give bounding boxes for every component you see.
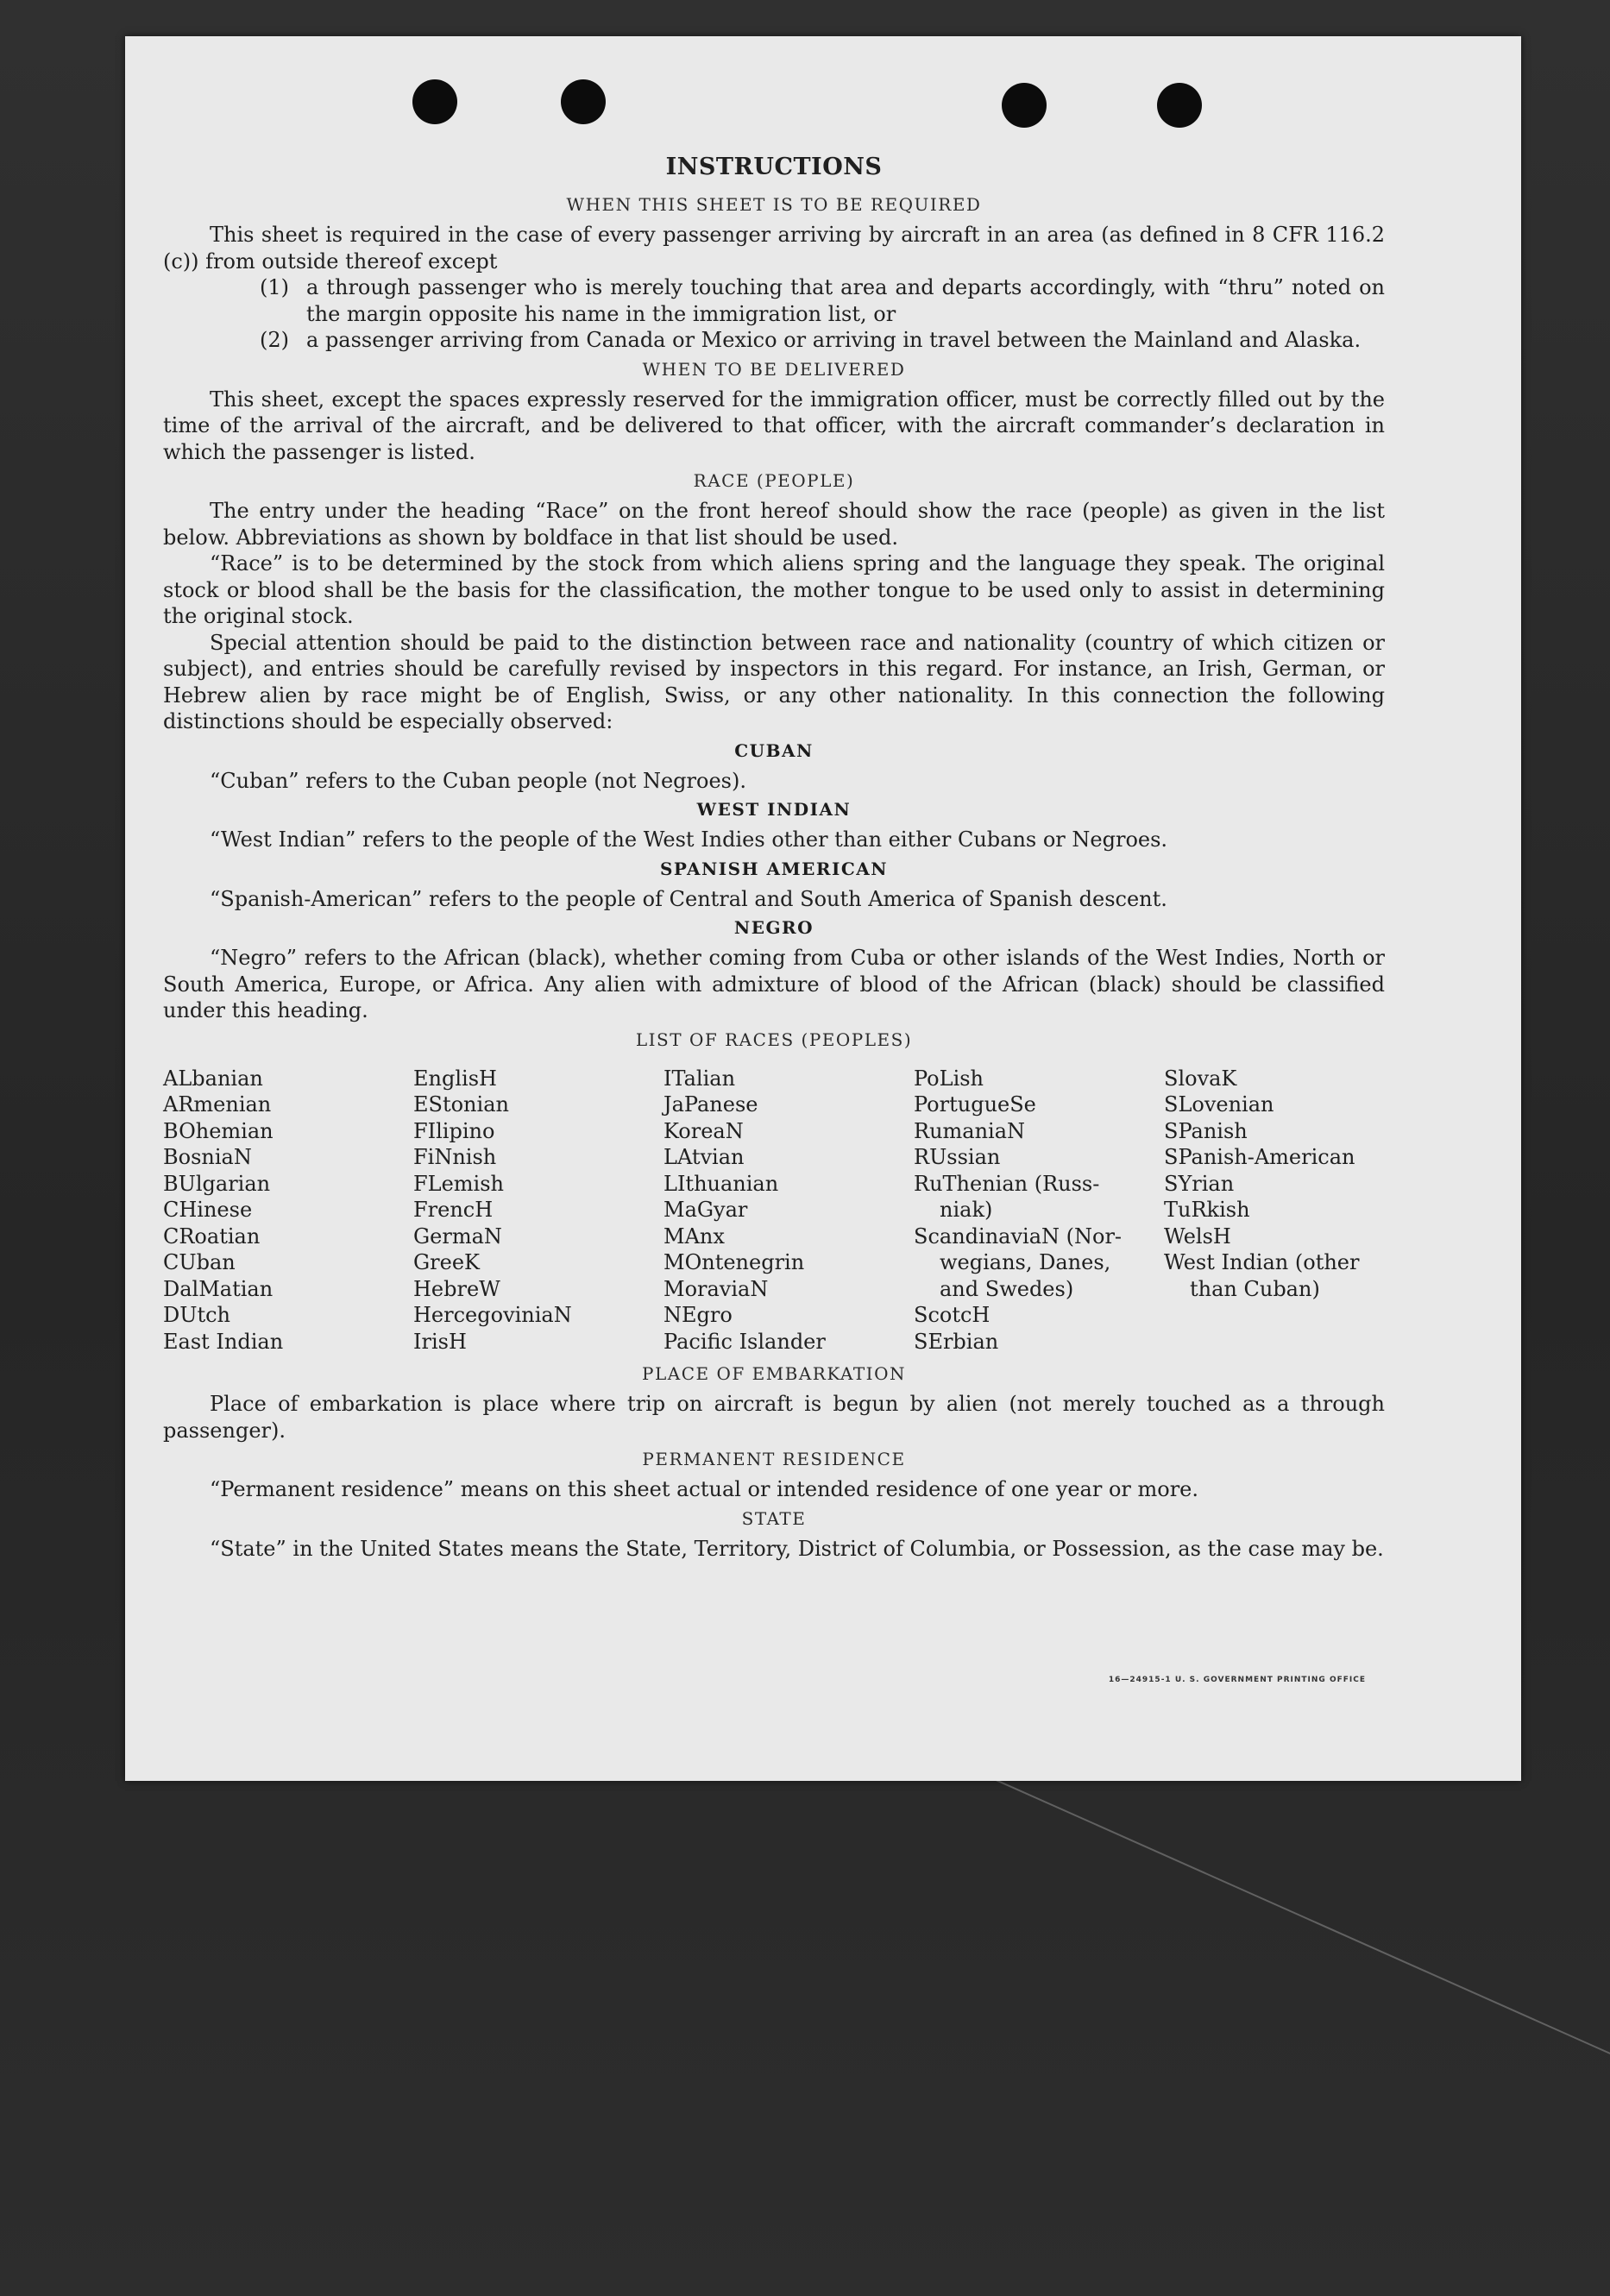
race-entry: BOhemian [163,1118,274,1143]
punch-hole [561,79,606,124]
paragraph: Place of embarkation is place where trip on aircraft is begun by alien (not merely touched as a through passenger). [163,1392,1385,1443]
races-column [163,1066,413,1356]
race-entry: and Swedes) [940,1276,1074,1301]
races-column [1164,1066,1414,1356]
race-entry: SlovaK [1164,1066,1237,1091]
race-entry: DalMatian [163,1276,274,1301]
race-entry: West Indian (other [1164,1250,1360,1274]
race-entry: ScotcH [914,1303,991,1327]
race-entry: LAtvian [663,1145,745,1169]
item-text: a through passenger who is merely touching that area and departs accordingly, with “thru” noted on the margin opposite his name in the immigration list, or [306,275,1385,326]
race-entry: CUban [163,1250,236,1274]
race-entry: FiNnish [413,1145,497,1169]
punch-hole [1157,83,1202,128]
section-heading: NEGRO [733,917,814,938]
document-body [163,154,1385,1562]
races-list [163,1066,1385,1356]
race-entry: SPanish [1164,1118,1248,1143]
race-entry: MOntenegrin [663,1250,805,1274]
list-item [260,274,1385,327]
section-heading: SPANISH AMERICAN [659,858,889,879]
paragraph: “Spanish-American” refers to the people of Central and South America of Spanish descent. [210,886,1167,911]
section-heading: CUBAN [734,739,814,761]
race-entry: FLemish [413,1171,504,1196]
race-entry: MoraviaN [663,1276,769,1301]
race-entry: ScandinaviaN (Nor- [914,1223,1123,1249]
race-entry: ALbanian [163,1066,263,1091]
section-heading: WHEN THIS SHEET IS TO BE REQUIRED [566,194,982,215]
section-heading: PLACE OF EMBARKATION [642,1363,906,1384]
punch-hole [1002,83,1047,128]
race-entry: SYrian [1164,1171,1235,1196]
race-entry: LIthuanian [663,1171,779,1196]
race-entry: HebreW [413,1276,500,1301]
section-heading: WEST INDIAN [696,799,852,820]
race-entry: BosniaN [163,1145,252,1169]
section-heading: RACE (PEOPLE) [693,470,855,491]
race-entry: ITalian [663,1066,736,1091]
section-heading: LIST OF RACES (PEOPLES) [635,1028,913,1050]
race-entry: EnglisH [413,1066,497,1091]
list-item [260,327,1385,354]
races-column [413,1066,663,1356]
race-entry: wegians, Danes, [940,1250,1111,1274]
paragraph: “West Indian” refers to the people of the West Indies other than either Cubans or Negroes. [210,827,1168,852]
race-entry: CRoatian [163,1223,261,1249]
race-entry: IrisH [413,1329,467,1354]
paragraph: “State” in the United States means the State, Territory, District of Columbia, or Possession, as the case may be. [210,1536,1384,1561]
race-entry: niak) [940,1198,993,1222]
race-entry: RUssian [914,1145,1001,1169]
paragraph: The entry under the heading “Race” on the front hereof should show the race (people) as given in the list below. Abbreviations as shown by boldface in that list should be used. [163,499,1385,550]
printer-imprint: 16—24915-1 U. S. GOVERNMENT PRINTING OFFICE [1108,1676,1366,1684]
race-entry: MaGyar [663,1198,748,1222]
race-entry: SPanish-American [1164,1145,1355,1169]
paragraph: This sheet is required in the case of every passenger arriving by aircraft in an area (as defined in 8 CFR 116.2 (c)) from outside thereof except [163,223,1385,274]
race-entry: ARmenian [163,1092,272,1117]
race-entry: Pacific Islander [663,1329,826,1354]
item-number: (2) [260,328,289,352]
races-column [914,1066,1164,1356]
page-title: INSTRUCTIONS [665,154,883,180]
race-entry: MAnx [663,1223,725,1249]
race-entry: NEgro [663,1303,733,1327]
paragraph: “Negro” refers to the African (black), whether coming from Cuba or other islands of the West Indies, North or South America, Europe, or Africa. Any alien with admixture of blood of the African (black) should be classified under this heading. [163,946,1385,1022]
race-entry: DUtch [163,1303,231,1327]
race-entry: KoreaN [663,1118,744,1143]
race-entry: SLovenian [1164,1092,1274,1117]
race-entry: than Cuban) [1190,1276,1320,1301]
race-entry: JaPanese [663,1092,758,1117]
punch-hole [412,79,457,124]
race-entry: PoLish [914,1066,984,1091]
race-entry: FrencH [413,1198,494,1222]
race-entry: FIlipino [413,1118,495,1143]
paragraph: This sheet, except the spaces expressly reserved for the immigration officer, must be correctly filled out by the time of the arrival of the aircraft, and be delivered to that officer, with the aircraft commander’s declaration in which the passenger is listed. [163,387,1385,464]
section-heading: WHEN TO BE DELIVERED [642,358,906,380]
race-entry: RuThenian (Russ- [914,1171,1100,1196]
race-entry: GreeK [413,1250,480,1274]
paragraph: Special attention should be paid to the distinction between race and nationality (country of which citizen or subject), and entries should be carefully revised by inspectors in this regard. For instance, an Irish, German, or Hebrew alien by race might be of English, Swiss, or any other nationality. In this connection the following distinctions should be especially observed: [163,630,1385,733]
race-entry: HercegoviniaN [413,1303,572,1327]
race-entry: BUlgarian [163,1171,271,1196]
item-text: a passenger arriving from Canada or Mexico or arriving in travel between the Mainland and Alaska. [306,328,1362,352]
race-entry: WelsH [1164,1223,1231,1249]
race-entry: SErbian [914,1329,999,1354]
race-entry: RumaniaN [914,1118,1026,1143]
race-entry: CHinese [163,1198,253,1222]
race-entry: PortugueSe [914,1092,1036,1117]
instruction-sheet [125,36,1521,1781]
section-heading: PERMANENT RESIDENCE [642,1449,906,1469]
race-entry: EStonian [413,1092,509,1117]
paragraph: “Race” is to be determined by the stock from which aliens spring and the language they speak. The original stock or blood shall be the basis for the classification, the mother tongue to be used only to assist in determining the original stock. [163,551,1385,628]
paragraph: “Cuban” refers to the Cuban people (not Negroes). [210,768,746,793]
races-column [663,1066,914,1356]
race-entry: East Indian [163,1329,284,1354]
item-number: (1) [260,275,289,299]
paragraph: “Permanent residence” means on this sheet actual or intended residence of one year or more. [210,1477,1198,1501]
section-heading: STATE [741,1507,807,1529]
race-entry: TuRkish [1164,1198,1250,1222]
race-entry: GermaN [413,1223,502,1249]
